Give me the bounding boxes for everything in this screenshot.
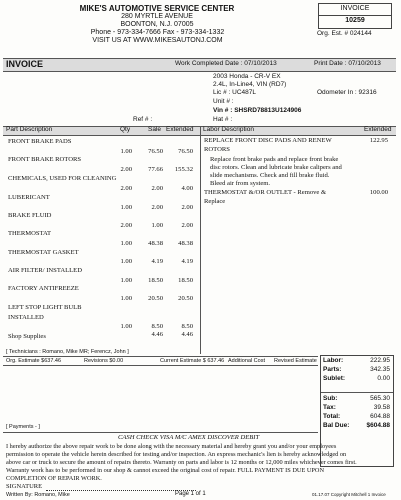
labor-line1-note: slide mechanisms. Check and fill brake fluid.: [210, 172, 330, 179]
payment-methods: CASH CHECK VISA M/C AMEX DISCOVER DEBIT: [118, 434, 260, 441]
revisions: Revisions $0.00: [84, 358, 124, 364]
part-description: FRONT BRAKE PADS: [8, 138, 72, 145]
part-qty: 1.00: [120, 277, 132, 284]
labor-line1-title-cont: ROTORS: [204, 146, 230, 153]
payments: [ Payments - ]: [6, 424, 40, 430]
copyright: 01.17.07 Copyright Mitchell 1 Invoice: [312, 492, 386, 497]
invoice-number: 10259: [345, 17, 365, 24]
terms-line: I hereby authorize the above repair work to be done along with the necessary material and hereby grant you and/or your employees: [6, 443, 337, 450]
written-by: Written By: Romano, Mike: [6, 492, 70, 498]
invoice-box-label: INVOICE: [340, 5, 370, 12]
part-sale: 4.46: [151, 331, 163, 338]
part-qty: 1.00: [120, 148, 132, 155]
totals-divider: [321, 392, 393, 393]
part-description: BRAKE FLUID: [8, 212, 52, 219]
part-sale: 48.38: [148, 240, 163, 247]
part-extended: 155.32: [174, 166, 193, 173]
part-sale: 2.00: [151, 185, 163, 192]
total-label: Total:: [323, 413, 341, 420]
company-name: MIKE'S AUTOMOTIVE SERVICE CENTER: [79, 4, 235, 13]
invoice-number-box: [318, 3, 392, 29]
part-qty: 1.00: [120, 295, 132, 302]
vehicle-engine: 2.4L, In-Line4, VIN (RD7): [213, 81, 287, 88]
part-sale: 77.66: [148, 166, 163, 173]
org-estimate-number: Org. Est. # 024144: [317, 30, 372, 37]
labor-line2-title: THERMOSTAT &/OR OUTLET - Remove &: [204, 189, 327, 196]
terms-line: permission to operate the vehicle herein described for testing and/or inspection. An express mechanic's lien is hereby acknowledged on: [6, 451, 347, 458]
hat-number: Hat # :: [213, 116, 233, 123]
vehicle-license: Lic # : UC487L: [213, 89, 256, 96]
col-part-description: Part Description: [6, 126, 53, 133]
technicians: [ Technicians : Romano, Mike MR; Ferencz, John ]: [6, 349, 129, 355]
part-qty: 1.00: [120, 258, 132, 265]
part-description: AIR FILTER/ INSTALLED: [8, 267, 82, 274]
part-sale: 2.00: [151, 204, 163, 211]
part-extended: 2.00: [181, 204, 193, 211]
part-description: Shop Supplies: [8, 333, 46, 340]
part-description: LEFT STOP LIGHT BULB INSTALLED: [8, 304, 82, 321]
part-extended: 4.00: [181, 185, 193, 192]
part-extended: 2.00: [181, 222, 193, 229]
part-description: FRONT BRAKE ROTORS: [8, 156, 82, 163]
part-description: LUBERICANT: [8, 194, 50, 201]
vehicle-model: 2003 Honda - CR-V EX: [213, 73, 281, 80]
work-completed-date: Work Completed Date : 07/10/2013: [175, 60, 277, 67]
part-description: THERMOSTAT GASKET: [8, 249, 79, 256]
signature-label: SIGNATURE: [6, 483, 43, 490]
part-extended: 8.50: [181, 323, 193, 330]
total-value: 222.95: [370, 357, 390, 364]
total-value: 39.58: [373, 404, 390, 411]
part-qty: 1.00: [120, 323, 132, 330]
part-sale: 76.50: [148, 148, 163, 155]
total-label: Bal Due:: [323, 422, 350, 429]
total-label: Labor:: [323, 357, 344, 364]
part-extended: 4.19: [181, 258, 193, 265]
part-sale: 4.19: [151, 258, 163, 265]
part-extended: 20.50: [178, 295, 193, 302]
labor-line1-note: Bleed air from system.: [210, 180, 271, 187]
part-extended: 76.50: [178, 148, 193, 155]
part-description: CHEMICALS, USED FOR CLEANING: [8, 175, 117, 182]
estimate-bottom-rule: [3, 365, 318, 366]
company-address: 280 MYRTLE AVENUE: [121, 13, 193, 20]
company-web: VISIT US AT WWW.MIKESAUTONJ.COM: [92, 37, 223, 44]
org-estimate: Org. Estimate $637.46: [6, 358, 62, 364]
parts-labor-divider: [200, 126, 201, 354]
part-extended: 18.50: [178, 277, 193, 284]
unit-number: Unit # :: [213, 98, 234, 105]
company-city: BOONTON, N.J. 07005: [120, 21, 194, 28]
part-sale: 8.50: [151, 323, 163, 330]
part-extended: 4.46: [181, 331, 193, 338]
part-sale: 20.50: [148, 295, 163, 302]
ref-number: Ref # :: [133, 116, 153, 123]
terms-line: above car or truck to secure the amount of repairs thereto. Warranty on parts and labor is 12 months or 12,000 miles whichever comes first.: [6, 459, 357, 466]
invoice-title: INVOICE: [6, 59, 44, 69]
signature-line: [46, 490, 196, 491]
col-extended: Extended: [166, 126, 194, 133]
labor-line1-title: REPLACE FRONT DISC PADS AND RENEW: [204, 137, 332, 144]
print-date: Print Date : 07/10/2013: [314, 60, 381, 67]
terms-line: COMPLETION OF REPAIR WORK.: [6, 475, 102, 482]
terms-line: Warranty work has to be performed in our shop & cannot exceed the original cost of repair. FULL PAYMENT IS DUE UPON: [6, 467, 325, 474]
labor-line1-amount: 122.95: [369, 137, 388, 144]
odometer: Odometer In : 92316: [317, 89, 377, 96]
revised-estimate: Revised Estimate: [274, 358, 317, 364]
additional-cost: Additional Cost: [228, 358, 265, 364]
estimate-top-rule: [3, 356, 318, 357]
total-label: Tax:: [323, 404, 336, 411]
current-estimate: Current Estimate $ 637.46: [160, 358, 225, 364]
labor-line1-note: disc rotors. Clean and lubricate brake calipers and: [210, 164, 342, 171]
part-qty: 2.00: [120, 166, 132, 173]
total-label: Sublet:: [323, 375, 346, 382]
part-sale: 1.00: [151, 222, 163, 229]
part-qty: 2.00: [120, 222, 132, 229]
col-sale: Sale: [148, 126, 162, 133]
total-label: Sub:: [323, 395, 338, 402]
part-sale: 18.50: [148, 277, 163, 284]
col-labor-extended: Extended: [364, 126, 392, 133]
total-label: Parts:: [323, 366, 342, 373]
part-extended: 48.38: [178, 240, 193, 247]
total-value: 342.35: [370, 366, 390, 373]
labor-line2-title-cont: Replace: [204, 198, 226, 205]
part-qty: 1.00: [120, 204, 132, 211]
col-labor-description: Labor Description: [203, 126, 254, 133]
total-value: 565.30: [370, 395, 390, 402]
labor-line2-amount: 100.00: [369, 189, 388, 196]
part-description: THERMOSTAT: [8, 230, 52, 237]
total-value: 604.88: [370, 413, 390, 420]
company-phone: Phone - 973-334-7666 Fax - 973-334-1332: [90, 29, 225, 36]
col-qty: Qty: [120, 126, 131, 133]
total-value: 0.00: [377, 375, 390, 382]
total-value: $604.88: [366, 422, 390, 429]
vin-number: Vin # : SHSRD78813U124906: [213, 107, 302, 114]
part-qty: 1.00: [120, 240, 132, 247]
page-number: Page 1 of 1: [175, 491, 206, 497]
labor-line1-note: Replace front brake pads and replace front brake: [210, 156, 339, 163]
part-description: FACTORY ANTIFREEZE: [8, 285, 79, 292]
payments-rule: [3, 432, 318, 433]
part-qty: 2.00: [120, 185, 132, 192]
